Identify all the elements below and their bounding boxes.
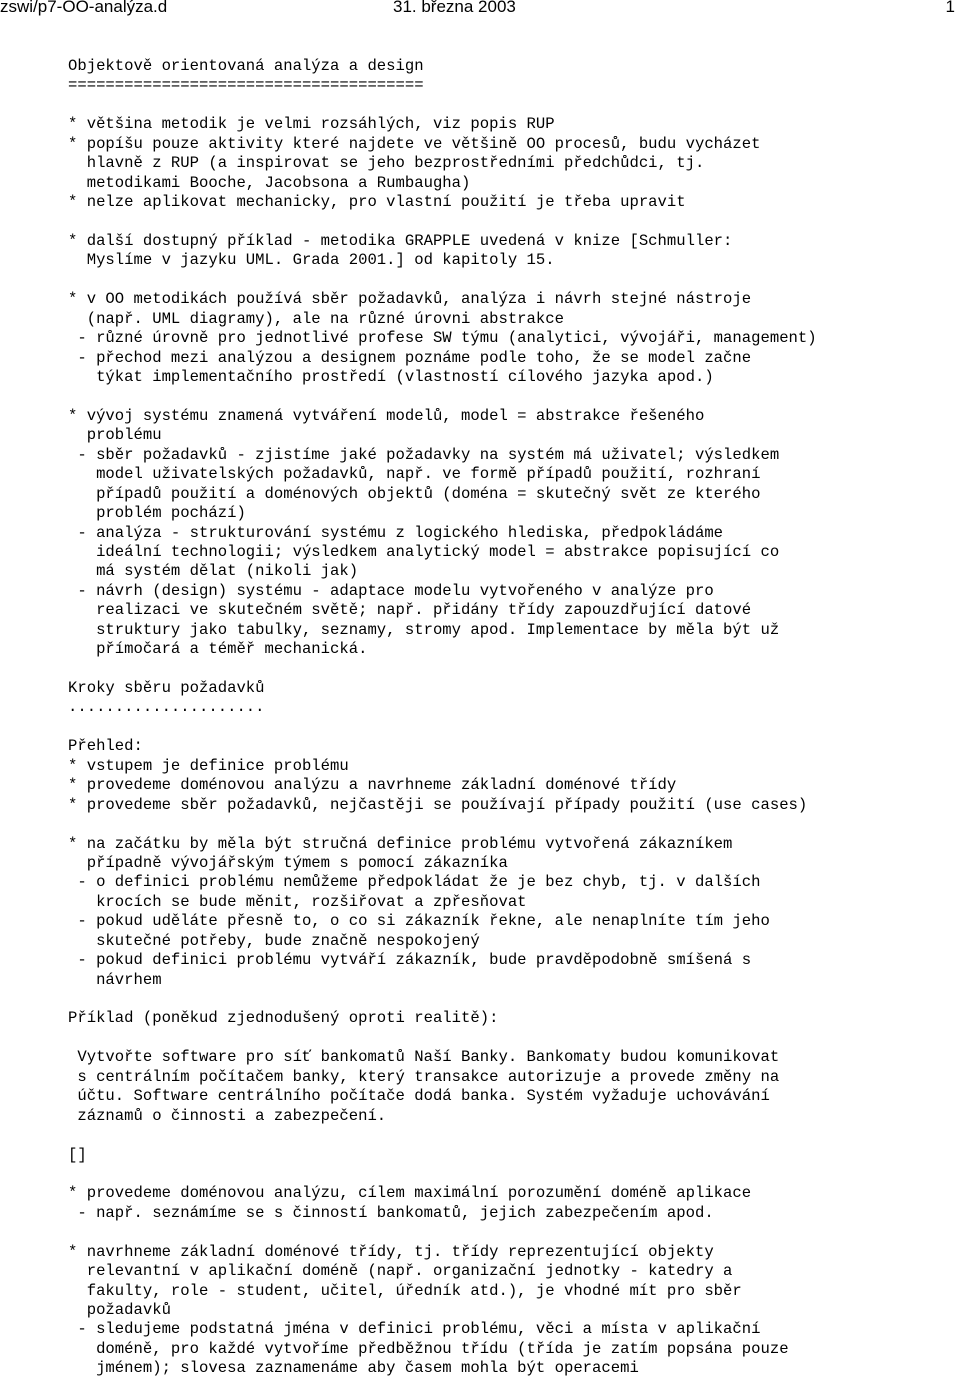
text-line: * provedeme doménovou analýzu, cílem maximální porozumění doméně aplikace bbox=[68, 1184, 752, 1203]
header-filename: zswi/p7-OO-analýza.d bbox=[0, 0, 168, 16]
text-line: (např. UML diagramy), ale na různé úrovni abstrakce bbox=[68, 309, 564, 328]
text-line: účtu. Software centrálního počítače dodá banka. Systém vyžaduje uchovávání bbox=[68, 1087, 770, 1106]
text-line: * provedeme doménovou analýzu a navrhneme základní doménové třídy bbox=[68, 776, 677, 795]
text-line: * další dostupný příklad - metodika GRAPPLE uvedená v knize [Schmuller: bbox=[68, 231, 733, 250]
text-line: požadavků bbox=[68, 1301, 171, 1319]
text-line: týkat implementačního prostředí (vlastností cílového jazyka apod.) bbox=[68, 368, 714, 386]
text-line: * na začátku by měla být stručná definice problému vytvořená zákazníkem bbox=[68, 834, 733, 853]
text-line: Příklad (poněkud zjednodušený oproti realitě): bbox=[68, 1009, 499, 1028]
text-line: - o definici problému nemůžeme předpokládat že je bez chyb, tj. v dalších bbox=[68, 873, 761, 892]
text-line: ..................... bbox=[68, 698, 265, 717]
text-line: * většina metodik je velmi rozsáhlých, viz popis RUP bbox=[68, 115, 555, 134]
text-line: - různé úrovně pro jednotlivé profese SW týmu (analytici, vývojáři, management) bbox=[68, 329, 817, 348]
text-line: Objektově orientovaná analýza a design bbox=[68, 57, 424, 75]
text-line bbox=[68, 271, 948, 290]
text-line: - pokud definici problému vytváří zákazník, bude pravděpodobně smíšená s bbox=[68, 951, 752, 970]
text-line: návrhem bbox=[68, 970, 162, 989]
text-line bbox=[68, 1029, 948, 1048]
text-line bbox=[68, 1126, 948, 1145]
text-line: jménem); slovesa zaznamenáme aby časem mohla být operacemi bbox=[68, 1359, 639, 1378]
header-date: 31. března 2003 bbox=[393, 0, 516, 16]
text-line: ====================================== bbox=[68, 76, 424, 95]
text-line: případně vývojářským týmem s pomocí zákazníka bbox=[68, 853, 508, 872]
text-line: * navrhneme základní doménové třídy, tj. třídy reprezentující objekty bbox=[68, 1242, 714, 1261]
text-line: * vývoj systému znamená vytváření modelů, model = abstrakce řešeného bbox=[68, 406, 705, 425]
text-line: struktury jako tabulky, seznamy, stromy apod. Implementace by měla být už bbox=[68, 620, 780, 639]
text-line: problému bbox=[68, 426, 162, 445]
header-page-number: 1 bbox=[945, 0, 955, 16]
text-line: přímočará a téměř mechanická. bbox=[68, 640, 368, 659]
text-line: * vstupem je definice problému bbox=[68, 756, 349, 775]
text-line bbox=[68, 718, 948, 737]
text-line bbox=[68, 660, 948, 679]
text-line bbox=[68, 1223, 948, 1242]
text-line: - např. seznámíme se s činností bankomatů, jejich zabezpečením apod. bbox=[68, 1203, 714, 1222]
text-line bbox=[68, 213, 948, 232]
text-line: problém pochází) bbox=[68, 504, 246, 523]
text-line: ideální technologii; výsledkem analytický model = abstrakce popisující co bbox=[68, 542, 780, 561]
text-line: Přehled: bbox=[68, 737, 143, 756]
text-line: model uživatelských požadavků, např. ve formě případů použití, rozhraní bbox=[68, 465, 761, 484]
text-line: [] bbox=[68, 1145, 87, 1164]
text-line: - analýza - strukturování systému z logického hlediska, předpokládáme bbox=[68, 523, 724, 542]
text-line: Myslíme v jazyku UML. Grada 2001.] od kapitoly 15. bbox=[68, 251, 555, 270]
text-line: hlavně z RUP (a inspirovat se jeho bezprostředními předchůdci, tj. bbox=[68, 154, 705, 173]
text-line: skutečné potřeby, bude značně nespokojený bbox=[68, 931, 480, 950]
text-line: krocích se bude měnit, rozšiřovat a zpřesňovat bbox=[68, 892, 527, 911]
text-line: záznamů o činnosti a zabezpečení. bbox=[68, 1106, 387, 1125]
text-line: * provedeme sběr požadavků, nejčastěji se používají případy použití (use cases) bbox=[68, 795, 808, 814]
text-line: - přechod mezi analýzou a designem poznáme podle toho, že se model začne bbox=[68, 348, 752, 367]
page-header bbox=[0, 0, 960, 19]
text-line: fakulty, role - student, učitel, úředník atd.), je vhodné mít pro sběr bbox=[68, 1281, 742, 1300]
text-line: * v OO metodikách používá sběr požadavků, analýza i návrh stejné nástroje bbox=[68, 290, 752, 309]
text-line: realizaci ve skutečném světě; např. přidány třídy zapouzdřující datové bbox=[68, 601, 752, 620]
text-line: metodikami Booche, Jacobsona a Rumbaugha) bbox=[68, 173, 471, 192]
text-line bbox=[68, 1165, 948, 1184]
text-line: má systém dělat (nikoli jak) bbox=[68, 562, 359, 581]
text-line: doméně, pro každé vytvoříme předběžnou třídu (třída je zatím popsána pouze bbox=[68, 1339, 789, 1358]
text-line: s centrálním počítačem banky, který transakce autorizuje a provede změny na bbox=[68, 1067, 780, 1086]
text-line: - návrh (design) systému - adaptace modelu vytvořeného v analýze pro bbox=[68, 581, 714, 600]
text-line: - pokud uděláte přesně to, o co si zákazník řekne, ale nenaplníte tím jeho bbox=[68, 912, 770, 931]
text-line: relevantní v aplikační doméně (např. organizační jednotky - katedry a bbox=[68, 1262, 733, 1281]
text-line: - sledujeme podstatná jména v definici problému, věci a místa v aplikační bbox=[68, 1320, 761, 1339]
text-line: * popíšu pouze aktivity které najdete ve většině OO procesů, budu vycházet bbox=[68, 134, 761, 153]
text-line bbox=[68, 815, 948, 834]
text-line: Kroky sběru požadavků bbox=[68, 679, 265, 697]
text-line bbox=[68, 990, 948, 1009]
text-line: případů použití a doménových objektů (doména = skutečný svět ze kterého bbox=[68, 484, 761, 503]
text-line bbox=[68, 387, 948, 406]
text-line: - sběr požadavků - zjistíme jaké požadavky na systém má uživatel; výsledkem bbox=[68, 445, 780, 464]
document-body bbox=[68, 57, 948, 1379]
text-line: * nelze aplikovat mechanicky, pro vlastní použití je třeba upravit bbox=[68, 193, 686, 212]
text-line bbox=[68, 96, 948, 115]
text-line: Vytvořte software pro síť bankomatů Naší Banky. Bankomaty budou komunikovat bbox=[68, 1048, 780, 1067]
